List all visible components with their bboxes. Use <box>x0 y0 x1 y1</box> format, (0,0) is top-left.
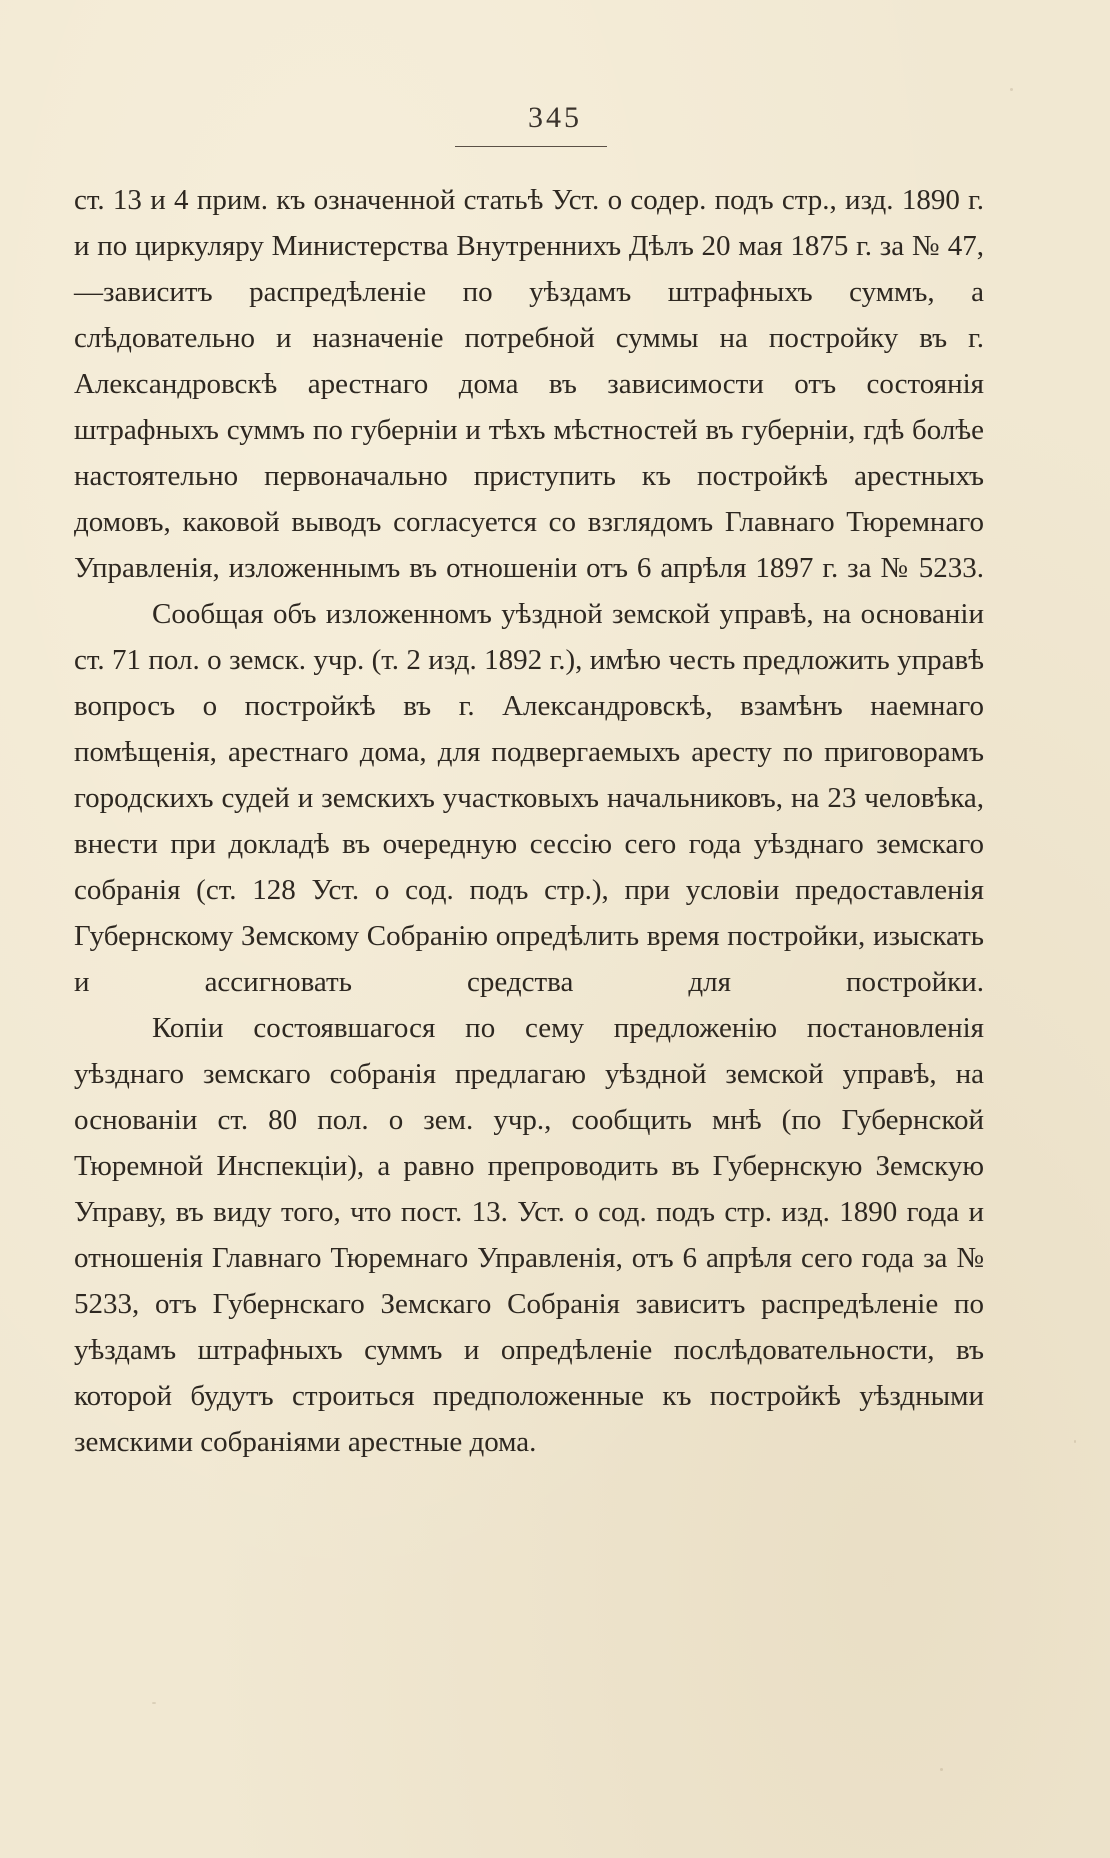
body-text <box>74 177 984 1465</box>
paragraph-1: ст. 13 и 4 прим. къ означенной статьѣ Уст. о содер. подъ стр., изд. 1890 г. и по циркуляру Министерства Внутреннихъ Дѣлъ 20 мая 1875 г. за № 47,—зависитъ распредѣленіе по уѣздамъ штрафныхъ суммъ, а слѣдовательно и назначеніе потребной суммы на постройку въ г. Александровскѣ арестнаго дома въ зависимости отъ состоянія штрафныхъ суммъ по губерніи и тѣхъ мѣстностей въ губерніи, гдѣ болѣе настоятельно первоначально приступить къ постройкѣ арестныхъ домовъ, каковой выводъ согласуется со взглядомъ Главнаго Тюремнаго Управленія, изложеннымъ въ отношеніи отъ 6 апрѣля 1897 г. за № 5233. <box>74 184 984 584</box>
header-rule <box>455 146 607 147</box>
paragraph-3: Копіи состоявшагося по сему предложенію постановленія уѣзднаго земскаго собранія предлагаю уѣздной земской управѣ, на основаніи ст. 80 пол. о зем. учр., сообщить мнѣ (по Губернской Тюремной Инспекціи), а равно препроводить въ Губернскую Земскую Управу, въ виду того, что пост. 13. Уст. о сод. подъ стр. изд. 1890 года и отношенія Главнаго Тюремнаго Управленія, отъ 6 апрѣля сего года за № 5233, отъ Губернскаго Земскаго Собранія зависитъ распредѣленіе по уѣздамъ штрафныхъ суммъ и опредѣленіе послѣдовательности, въ которой будутъ строиться предположенные къ постройкѣ уѣздными земскими собраніями арестные дома. <box>74 1012 984 1458</box>
paper-speck <box>1074 1440 1076 1443</box>
paper-speck <box>1010 88 1013 91</box>
paper-speck <box>940 1768 943 1771</box>
page-number: 345 <box>528 101 582 134</box>
paper-speck <box>152 1702 156 1704</box>
paragraph-2: Сообщая объ изложенномъ уѣздной земской управѣ, на основаніи ст. 71 пол. о земск. учр. (т. 2 изд. 1892 г.), имѣю честь предложить управѣ вопросъ о постройкѣ въ г. Александровскѣ, взамѣнъ наемнаго помѣщенія, арестнаго дома, для подвергаемыхъ аресту по приговорамъ городскихъ судей и земскихъ участковыхъ начальниковъ, на 23 человѣка, внести при докладѣ въ очередную сессію сего года уѣзднаго земскаго собранія (ст. 128 Уст. о сод. подъ стр.), при условіи предоставленія Губернскому Земскому Собранію опредѣлить время постройки, изыскать и ассигновать средства для постройки. <box>74 598 984 998</box>
